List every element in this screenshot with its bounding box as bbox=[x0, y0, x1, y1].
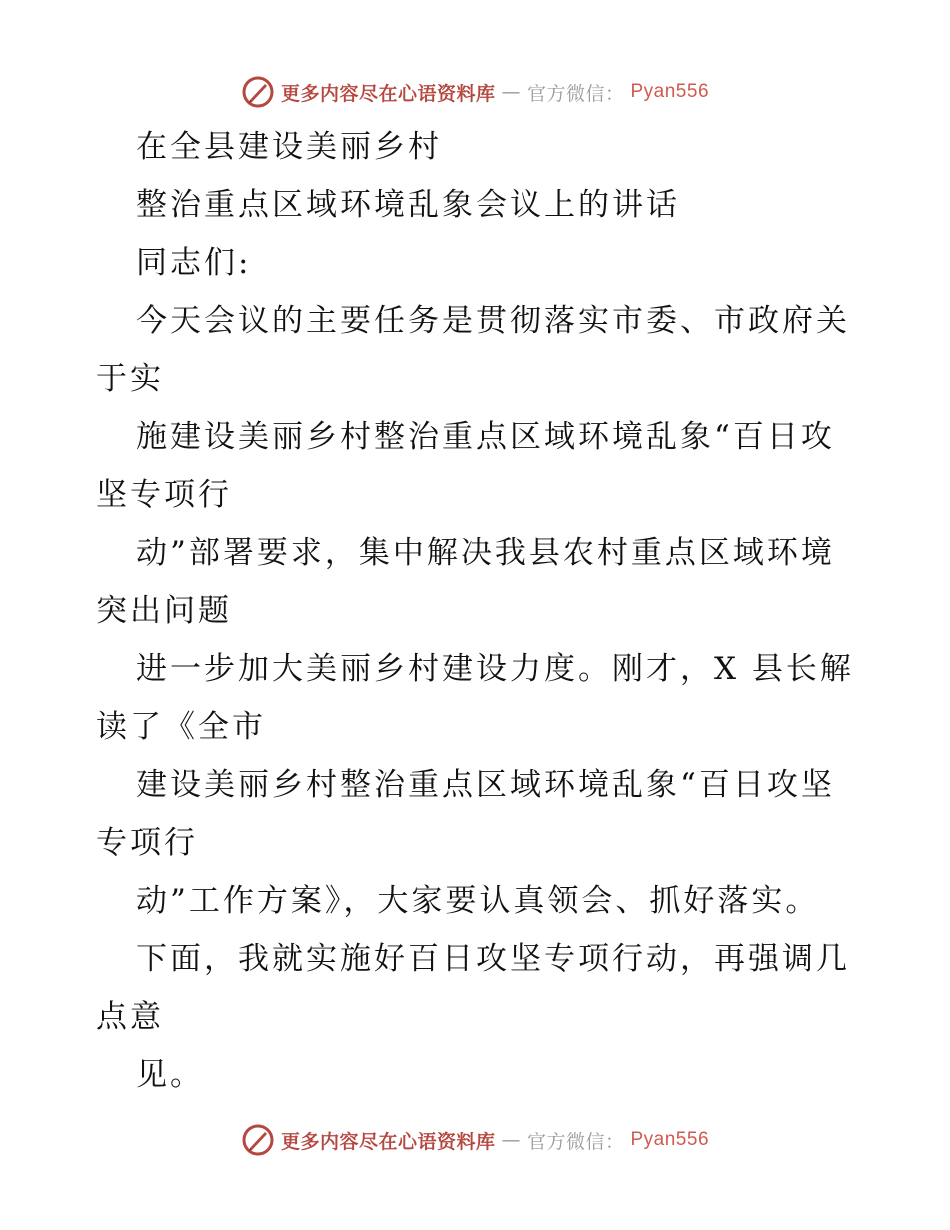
text-line: 同志们: bbox=[136, 245, 252, 281]
footer-watermark bbox=[0, 1120, 950, 1160]
watermark-account: Pyan556 bbox=[630, 81, 710, 102]
document-body bbox=[96, 118, 856, 1104]
text-line: 在全县建设美丽乡村 bbox=[136, 129, 442, 165]
quill-logo-icon bbox=[241, 1123, 275, 1157]
text-line: 见。 bbox=[136, 1057, 204, 1093]
watermark-account: Pyan556 bbox=[630, 1129, 710, 1150]
watermark-main-text: 更多内容尽在心语资料库 bbox=[280, 82, 496, 105]
quill-logo-icon bbox=[241, 75, 275, 109]
text-line: 今天会议的主要任务是贯彻落实市委、市政府关 bbox=[136, 303, 850, 339]
text-line: 于实 bbox=[96, 361, 164, 397]
text-line: 建设美丽乡村整治重点区域环境乱象“百日攻坚 bbox=[136, 767, 835, 803]
text-line: 点意 bbox=[96, 999, 164, 1035]
header-watermark bbox=[0, 72, 950, 112]
text-line: 进一步加大美丽乡村建设力度。刚才，X 县长解 bbox=[136, 651, 854, 687]
text-line: 突出问题 bbox=[96, 593, 232, 629]
text-line: 动”工作方案》，大家要认真领会、抓好落实。 bbox=[136, 883, 820, 919]
watermark-main-text: 更多内容尽在心语资料库 bbox=[280, 1130, 496, 1153]
text-line: 下面，我就实施好百日攻坚专项行动，再强调几 bbox=[136, 941, 850, 977]
watermark-sub-text: 官方微信： bbox=[526, 82, 625, 105]
text-line: 读了《全市 bbox=[96, 709, 266, 745]
text-line: 整治重点区域环境乱象会议上的讲话 bbox=[136, 187, 680, 223]
watermark-separator: — bbox=[501, 1129, 521, 1151]
watermark-sub-text: 官方微信： bbox=[526, 1130, 625, 1153]
text-line: 专项行 bbox=[96, 825, 198, 861]
watermark-separator: — bbox=[501, 81, 521, 103]
text-line: 动”部署要求，集中解决我县农村重点区域环境 bbox=[136, 535, 835, 571]
text-line: 施建设美丽乡村整治重点区域环境乱象“百日攻 bbox=[136, 419, 835, 455]
text-line: 坚专项行 bbox=[96, 477, 232, 513]
